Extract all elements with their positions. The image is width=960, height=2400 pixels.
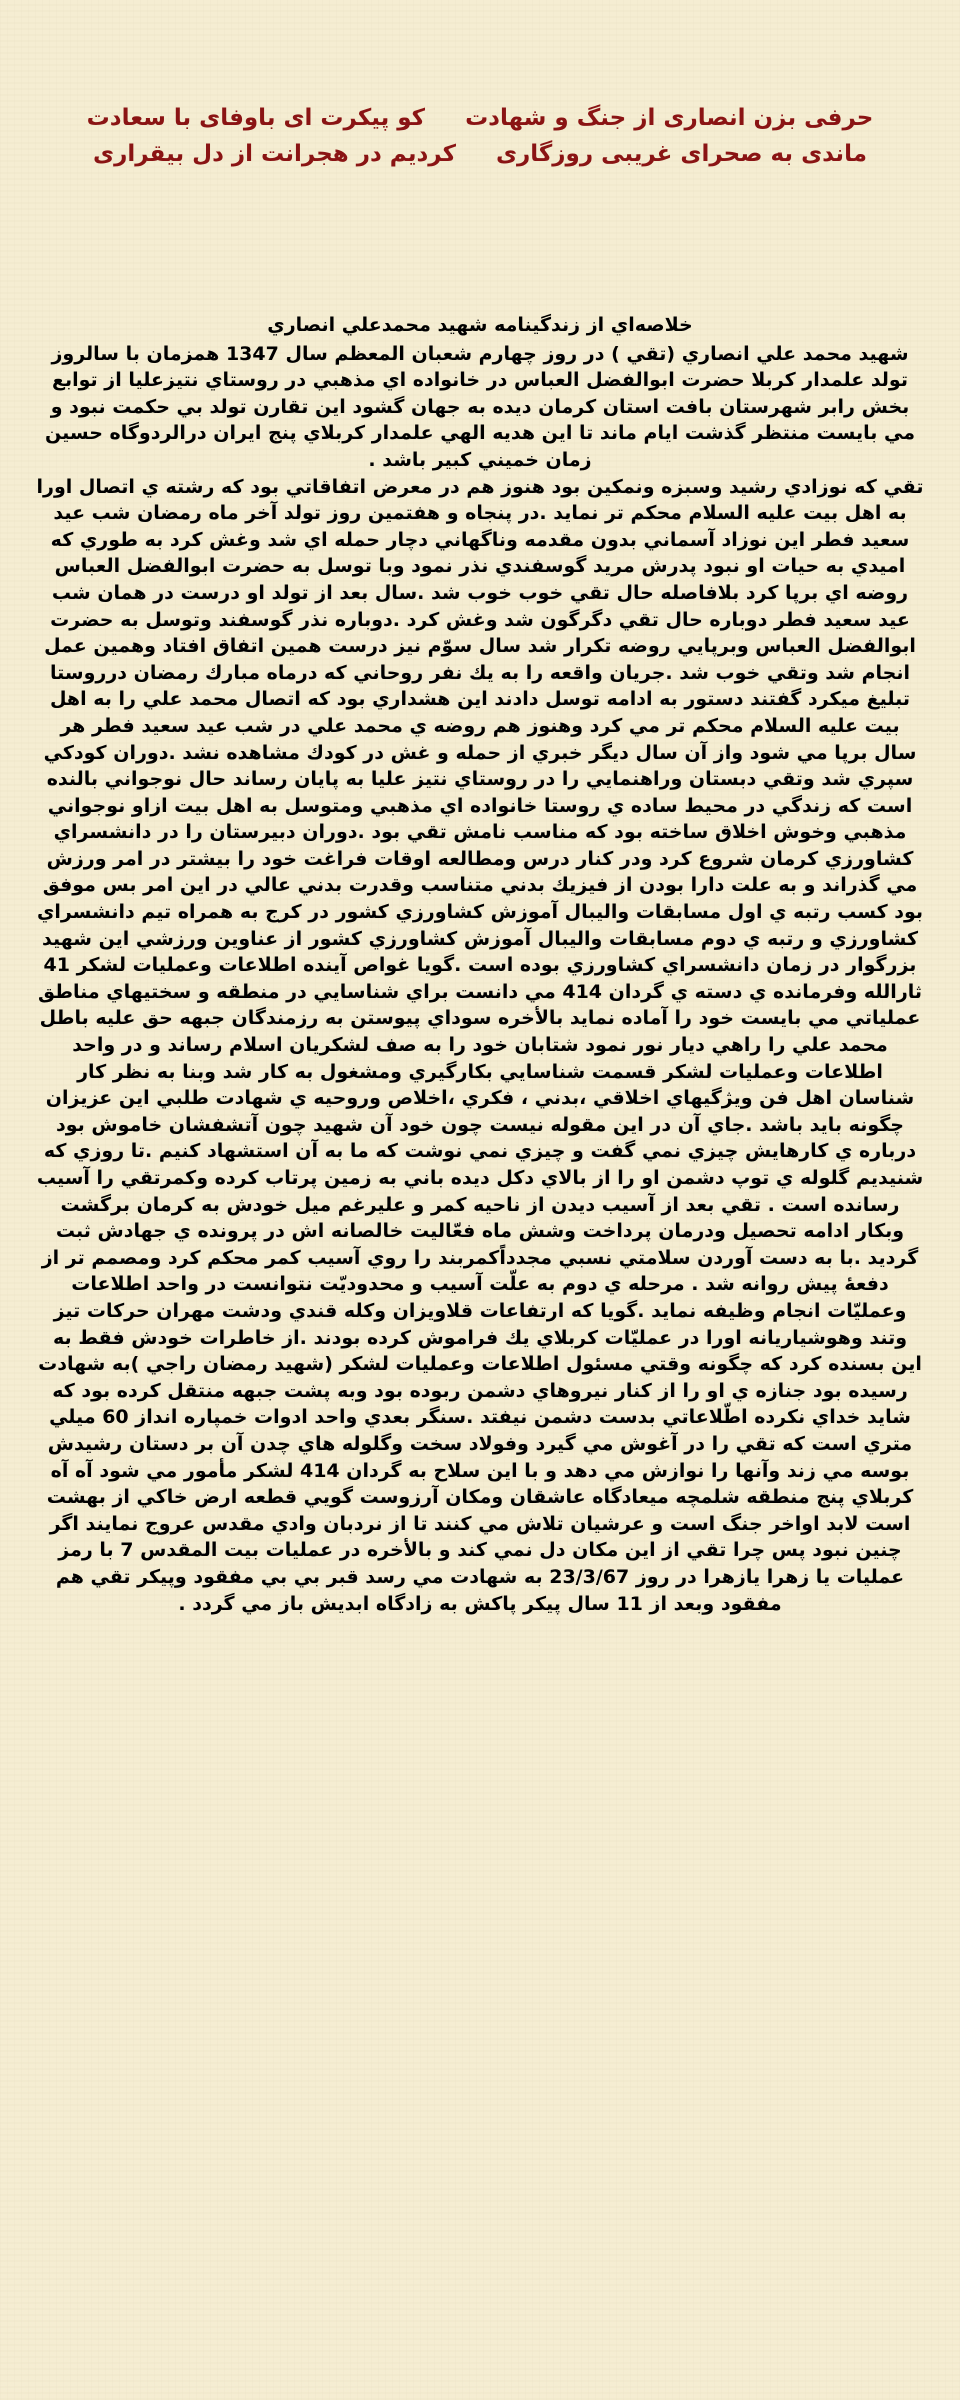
biography-paragraph-1: شهيد محمد علي انصاري (تقي ) در روز چهارم شعبان المعظم سال 1347 همزمان با سالروز تولد علمدار كربلا حضرت ابوالفضل العباس در خانواده اي مذهبي در روستاي نتيزعليا از توابع بخش رابر شهرستان بافت استان كرمان ديده به جهان گشود اين تقارن تولد بي حكمت نبود و مي بايست منتظر گذشت ايام ماند تا اين هديه الهي علمدار كربلاي پنج ايران درالردوگاه حسين زمان خميني كبير باشد . [45, 342, 915, 471]
poem-line-2 [0, 136, 960, 172]
poem [0, 100, 960, 172]
poem-line-1-right-hemistich: حرفی بزن انصاری از جنگ و شهادت [465, 105, 874, 131]
poem-line-2-left-hemistich: کردیم در هجرانت از دل بیقراری [93, 141, 456, 167]
biography-paragraph-2: تقي كه نوزادي رشيد وسبزه ونمكين بود هنوز هم در معرض اتفاقاتي بود كه رشته ي اتصال اورا به اهل بيت عليه السلام محكم تر نمايد .در پنجاه و هفتمين روز تولد آخر ماه رمضان شب عيد سعيد فطر اين نوزاد آسماني بدون مقدمه وناگهاني دچار حمله اي شد وغش كرد به طوري كه اميدي به حيات او نبود پدرش مريد گوسفندي نذر نمود وبا توسل به حضرت ابوالفضل العباس روضه اي برپا كرد بلافاصله حال تقي خوب خوب شد .سال بعد از تولد او درست در همان شب عيد سعيد فطر دوباره حال تقي دگرگون شد وغش كرد .دوباره نذر گوسفند وتوسل به حضرت ابوالفضل العباس وبرپايي روضه تكرار شد سال سوّم نيز درست همين اتفاق افتاد وهمين عمل انجام شد وتقي خوب شد .جريان واقعه را به يك نفر روحاني كه درماه مبارك رمضان درروستا تبليغ ميكرد گفتند دستور به ادامه توسل دادند اين هشداري بود كه اتصال محمد علي را به اهل بيت عليه السلام محكم تر مي كرد وهنوز هم روضه ي محمد علي در شب عيد سعيد فطر هر سال برپا مي شود واز آن سال ديگر خبري از حمله و غش در كودك مشاهده نشد .دوران كودكي سپري شد وتقي دبستان وراهنمايي را در روستاي نتيز عليا به پايان رساند حال نوجواني بالنده است كه زندگي در محيط ساده ي روستا خانواده اي مذهبي ومتوسل به اهل بيت ازاو نوجواني مذهبي وخوش اخلاق ساخته بود كه مناسب نامش تقي بود .دوران دبيرستان را در دانشسراي كشاورزي كرمان شروع كرد ودر كنار درس ومطالعه اوقات فراغت خود را بيشتر در امر ورزش مي گذراند و به علت دارا بودن از فيزيك بدني متناسب وقدرت بدني عالي در اين امر بس موفق بود كسب رتبه ي اول مسابقات واليبال آموزش كشاورزي كشور در كرج به همراه تيم دانشسراي كشاورزي و رتبه ي دوم مسابقات واليبال آموزش كشاورزي كشور از عناوين ورزشي اين شهيد بزرگوار در زمان دانشسراي كشاورزي بوده است .گويا غواص آينده اطلاعات وعمليات لشكر 41 ثارالله وفرمانده ي دسته ي گردان 414 مي دانست براي شناسايي در منطقه و سختيهاي مناطق عملياتي مي بايست خود را آماده نمايد بالأخره سوداي پيوستن به رزمندگان جبهه حق عليه باطل محمد علي را راهي ديار نور نمود شتابان خود را به صف لشكريان اسلام رساند و در واحد اطلاعات وعمليات لشكر قسمت شناسايي بكارگيري ومشغول به كار شد وبنا به نظر كار شناسان اهل فن ويژگيهاي اخلاقي ،بدني ، فكري ،اخلاص وروحيه ي شهادت طلبي اين عزيزان چگونه بايد باشد .جاي آن در اين مقوله نيست چون خود آن شهيد چون آتشفشان خاموش بود درباره ي كارهايش چيزي نمي گفت و چيزي نمي نوشت كه ما به آن استشهاد كنيم .تا روزي كه شنيديم گلوله ي توپ دشمن او را از بالاي دكل ديده باني به زمين پرتاب كرده وكمرتقي را آسيب رسانده است . تقي بعد از آسيب ديدن از ناحيه كمر و عليرغم ميل خودش به كرمان برگشت وبكار ادامه تحصيل ودرمان پرداخت وشش ماه فعّاليت خالصانه اش در پرونده ي جهادش ثبت گرديد .با به دست آوردن سلامتي نسبي مجدداًكمربند را روي آسيب كمر محكم كرد ومصمم تر از دفعهٔ پيش روانه شد . مرحله ي دوم به علّت آسيب و محدوديّت نتوانست در واحد اطلاعات وعمليّات انجام وظيفه نمايد .گويا كه ارتفاعات قلاويزان وكله قندي ودشت مهران حركات تيز وتند وهوشياريانه اورا در عمليّات كربلاي يك فراموش كرده بودند .از خاطرات خودش فقط به اين بسنده كرد كه چگونه وقتي مسئول اطلاعات وعمليات لشكر (شهيد رمضان راجي )به شهادت رسيده بود جنازه ي او را از كنار نيروهاي دشمن ربوده بود وبه پشت جبهه منتقل كرده بود كه شايد خداي نكرده اطّلاعاتي بدست دشمن نيفتد .سنگر بعدي واحد ادوات خمپاره انداز 60 ميلي متري است كه تقي را در آغوش مي گيرد وفولاد سخت وگلوله هاي چدن آن بر دستان رشيدش بوسه مي زند وآنها را نوازش مي دهد و با اين سلاح به گردان 414 لشكر مأمور مي شود آه آه كربلاي پنج منطقه شلمچه ميعادگاه عاشقان ومكان آرزوست گويي قطعه ارض خاكي از بهشت است لابد اواخر جنگ است و عرشيان تلاش مي كنند تا از نردبان وادي مقدس عروج نمايند اگر چنين نبود پس چرا تقي از اين مكان دل نمي كند و بالأخره در عمليات بيت المقدس 7 با رمز عمليات يا زهرا يازهرا در روز 23/3/67 به شهادت مي رسد قبر بي بي مفقود وپيكر تقي هم مفقود وبعد از 11 سال پيكر پاكش به زادگاه ابديش باز مي گردد . [36, 475, 924, 1615]
poem-line-2-right-hemistich: ماندی به صحرای غریبی روزگاری [495, 141, 867, 167]
biography [36, 312, 924, 1617]
poem-line-1 [0, 100, 960, 136]
poem-line-1-left-hemistich: کو پیکرت ای باوفای با سعادت [86, 105, 426, 131]
biography-title: خلاصه‌اي از زندگينامه شهيد محمدعلي انصاري [267, 314, 693, 336]
